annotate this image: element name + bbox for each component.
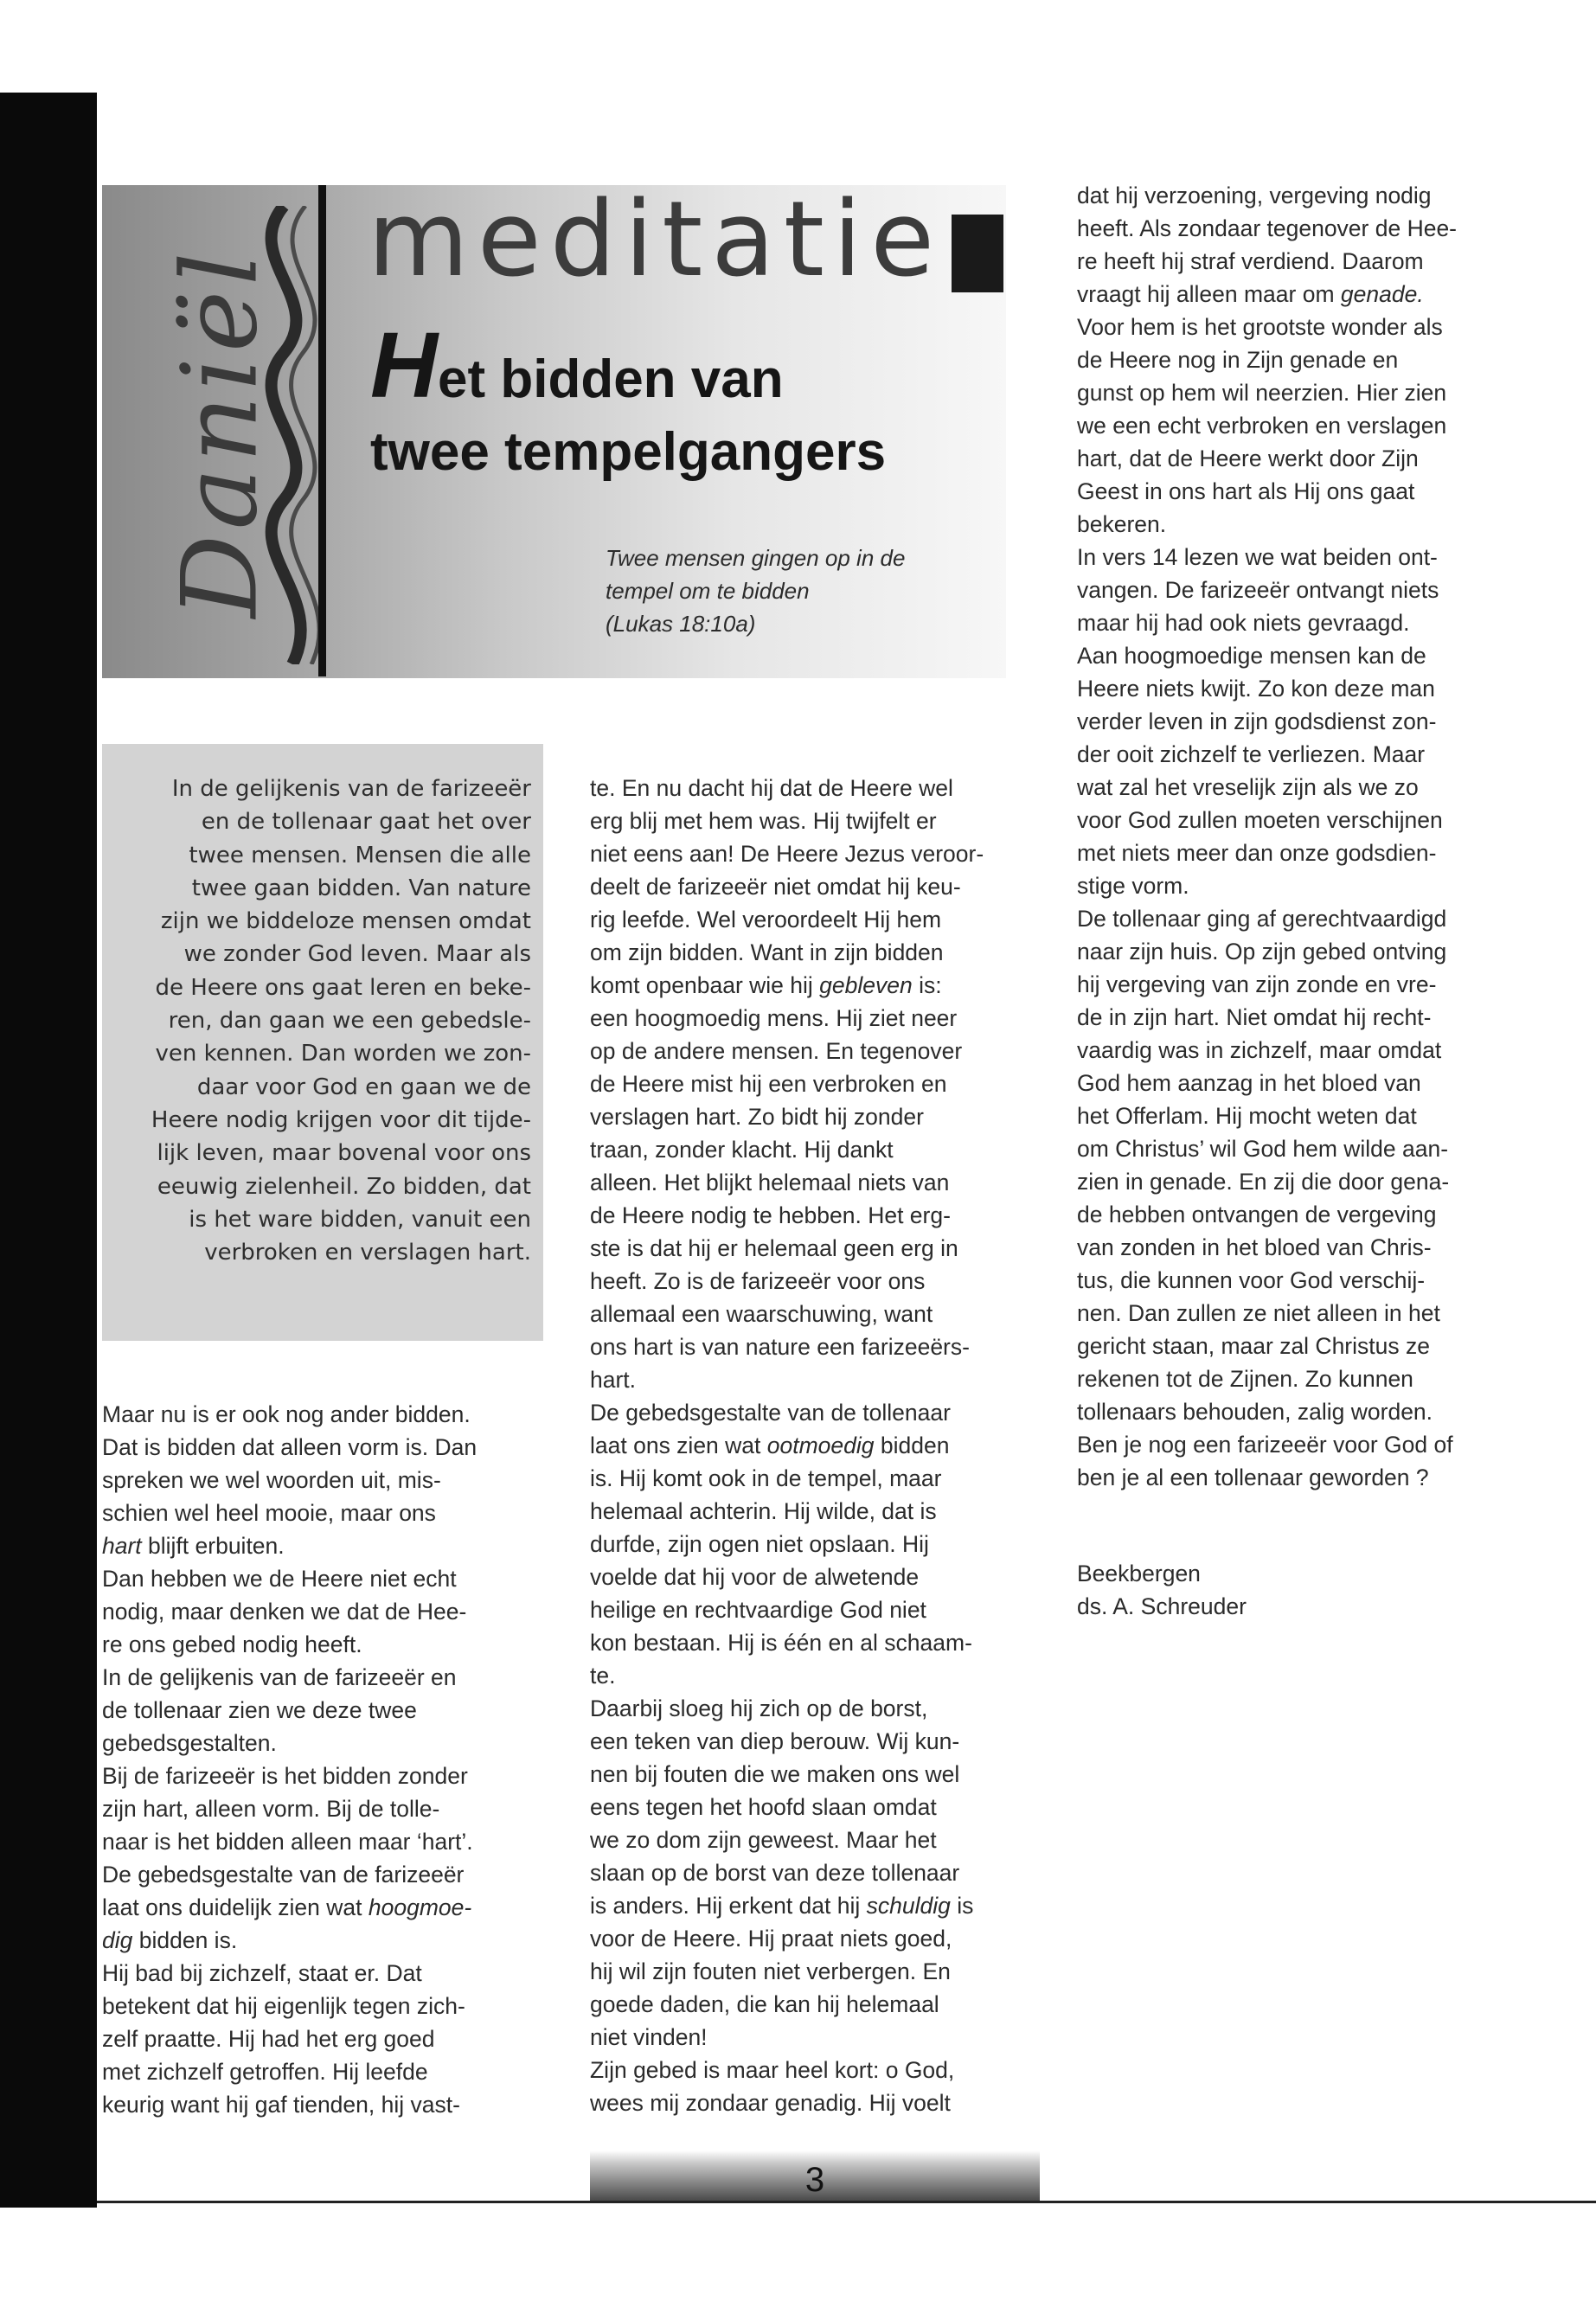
body-line: we zo dom zijn geweest. Maar het [590,1827,937,1853]
body-line: Dat is bidden dat alleen vorm is. Dan [102,1434,478,1460]
body-line: verder leven in zijn godsdienst zon- [1077,708,1437,734]
body-text: komt openbaar wie hij [590,972,820,998]
body-line: gebedsgestalten. [102,1730,277,1756]
body-line: hij vergeving van zijn zonde en vre- [1077,971,1437,997]
body-line: goede daden, die kan hij helemaal [590,1991,939,2017]
quote-reference: (Lukas 18:10a) [606,611,756,637]
body-line: re heeft hij straf verdiend. Daarom [1077,248,1424,274]
body-line: zelf praatte. Hij had het erg goed [102,2026,435,2052]
body-line: heilige en rechtvaardige God niet [590,1597,926,1623]
body-line: we een echt verbroken en verslagen [1077,413,1447,439]
body-text: laat ons zien wat [590,1433,767,1458]
vertical-name: Daniël [160,247,281,619]
intro-line: is het ware bidden, vanuit een [189,1206,531,1233]
emphasis: genade. [1340,281,1424,307]
body-column-2 [590,772,1040,2119]
body-line: stige vorm. [1077,873,1189,899]
intro-line: daar voor God en gaan we de [196,1074,531,1100]
intro-line: en de tollenaar gaat het over [201,809,531,836]
page-number: 3 [804,2161,825,2199]
body-text: vraagt hij alleen maar om [1077,281,1341,307]
body-line: tus, die kunnen voor God verschij- [1077,1267,1426,1293]
body-line: Heere niets kwijt. Zo kon deze man [1077,676,1435,702]
intro-line: twee mensen. Mensen die alle [189,842,531,868]
body-text: is [950,1893,974,1919]
quote-line: Twee mensen gingen op in de [606,545,906,571]
body-line: De gebedsgestalte van de tollenaar [590,1400,951,1426]
body-line [590,1429,1040,1462]
body-line: gericht staan, maar zal Christus ze [1077,1333,1430,1359]
intro-line: lijk leven, maar bovenal voor ons [157,1140,531,1167]
body-line: te. En nu dacht hij dat de Heere wel [590,775,953,801]
body-line: heeft. Als zondaar tegenover de Hee- [1077,215,1458,241]
body-line: wees mij zondaar genadig. Hij voelt [590,2090,951,2116]
body-line: Bij de farizeeër is het bidden zonder [102,1763,468,1789]
body-line: traan, zonder klacht. Hij dankt [590,1137,894,1163]
body-line [102,1924,552,1957]
body-line: naar is het bidden alleen maar ‘hart’. [102,1829,473,1855]
body-line [590,1889,1040,1922]
body-line: Maar nu is er ook nog ander bidden. [102,1401,471,1427]
footer-rule [97,2201,1596,2203]
body-line: Dan hebben we de Heere niet echt [102,1566,457,1592]
emphasis: schuldig [866,1893,951,1919]
body-line: niet eens aan! De Heere Jezus veroor- [590,841,984,867]
body-text: laat ons duidelijk zien wat [102,1894,369,1920]
body-line: de in zijn hart. Niet omdat hij recht- [1077,1004,1432,1030]
body-line: Voor hem is het grootste wonder als [1077,314,1443,340]
intro-line: zijn we biddeloze mensen omdat [160,908,531,935]
body-line: voor God zullen moeten verschijnen [1077,807,1443,833]
intro-line: we zonder God leven. Maar als [183,941,531,968]
body-line: erg blij met hem was. Hij twijfelt er [590,808,937,834]
body-line: te. [590,1663,616,1689]
body-column-3 [1077,179,1527,1494]
intro-quote [606,542,969,640]
intro-line: Heere nodig krijgen voor dit tijde- [151,1106,531,1133]
intro-line: verbroken en verslagen hart. [204,1240,531,1266]
body-text: is: [912,972,942,998]
section-block [952,215,1003,292]
body-line: dat hij verzoening, vergeving nodig [1077,183,1432,208]
body-line: keurig want hij gaf tienden, hij vast- [102,2092,460,2118]
body-line: De gebedsgestalte van de farizeeër [102,1862,465,1888]
page-number-box [590,2150,1040,2201]
body-text: is anders. Hij erkent dat hij [590,1893,867,1919]
body-line: een hoogmoedig mens. Hij ziet neer [590,1005,958,1031]
body-line: hart. [590,1367,637,1393]
body-line: ste is dat hij er helemaal geen erg in [590,1235,958,1261]
intro-line: eeuwig zielenheil. Zo bidden, dat [157,1173,531,1200]
body-line: Aan hoogmoedige mensen kan de [1077,643,1426,669]
body-line: de tollenaar zien we deze twee [102,1697,417,1723]
body-line: nodig, maar denken we dat de Hee- [102,1599,467,1625]
intro-paragraph [128,772,531,1269]
body-line: wat zal het vreselijk zijn als we zo [1077,774,1419,800]
body-line: Ben je nog een farizeeër voor God of [1077,1432,1453,1458]
body-line: allemaal een waarschuwing, want [590,1301,933,1327]
body-line: spreken we wel woorden uit, mis- [102,1467,441,1493]
body-line: der ooit zichzelf te verliezen. Maar [1077,741,1426,767]
body-line: de Heere nog in Zijn genade en [1077,347,1399,373]
body-line: van zonden in het bloed van Chris- [1077,1234,1432,1260]
body-line: om zijn bidden. Want in zijn bidden [590,939,944,965]
body-line: een teken van diep berouw. Wij kun- [590,1728,960,1754]
emphasis: ootmoedig [766,1433,875,1458]
body-line: niet vinden! [590,2024,708,2050]
intro-line: ven kennen. Dan worden we zon- [155,1041,531,1067]
intro-line: de Heere ons gaat leren en beke- [155,974,531,1001]
body-line: vangen. De farizeeër ontvangt niets [1077,577,1439,603]
body-line: zien in genade. En zij die door gena- [1077,1169,1450,1195]
emphasis: hoogmoe- [368,1894,472,1920]
title-line2: twee tempelgangers [370,422,887,482]
signature-place: Beekbergen [1077,1561,1201,1586]
body-line: naar zijn huis. Op zijn gebed ontving [1077,939,1447,965]
quote-line: tempel om te bidden [606,578,810,604]
body-line: Geest in ons hart als Hij ons gaat [1077,478,1415,504]
article-title [370,312,887,489]
body-line: gunst op hem wil neerzien. Hier zien [1077,380,1447,406]
intro-line: In de gelijkenis van de farizeeër [171,776,531,802]
body-line: is. Hij komt ook in de tempel, maar [590,1465,942,1491]
body-line: re ons gebed nodig heeft. [102,1631,362,1657]
body-line: schien wel heel mooie, maar ons [102,1500,436,1526]
body-line: alleen. Het blijkt helemaal niets van [590,1170,950,1195]
body-line: zijn hart, alleen vorm. Bij de tolle- [102,1796,440,1822]
signature [1077,1557,1247,1623]
body-line: ben je al een tollenaar geworden ? [1077,1465,1429,1490]
body-line: eens tegen het hoofd slaan omdat [590,1794,937,1820]
body-line [1077,278,1527,311]
body-line: helemaal achterin. Hij wilde, dat is [590,1498,937,1524]
body-line: Daarbij sloeg hij zich op de borst, [590,1695,928,1721]
body-line: de hebben ontvangen de vergeving [1077,1202,1437,1227]
body-line: om Christus’ wil God hem wilde aan- [1077,1136,1449,1162]
left-scan-edge [0,93,97,2208]
body-line: God hem aanzag in het bloed van [1077,1070,1421,1096]
body-line: durfde, zijn ogen niet opslaan. Hij [590,1531,929,1557]
emphasis: hart [102,1533,142,1559]
body-line: met zichzelf getroffen. Hij leefde [102,2059,428,2085]
signature-author: ds. A. Schreuder [1077,1593,1247,1619]
body-line [102,1529,552,1562]
body-line [102,1891,552,1924]
title-drop-letter: H [370,312,438,417]
body-line: slaan op de borst van deze tollenaar [590,1860,960,1886]
body-line: de Heere mist hij een verbroken en [590,1071,947,1097]
body-line: Hij bad bij zichzelf, staat er. Dat [102,1960,422,1986]
body-line: verslagen hart. Zo bidt hij zonder [590,1104,924,1130]
body-line: hart, dat de Heere werkt door Zijn [1077,445,1419,471]
body-line: voor de Heere. Hij praat niets goed, [590,1926,952,1952]
section-label: meditatie [368,180,944,300]
body-line: op de andere mensen. En tegenover [590,1038,963,1064]
body-line: tollenaars behouden, zalig worden. [1077,1399,1433,1425]
body-line: ons hart is van nature een farizeeërs- [590,1334,970,1360]
body-line: hij wil zijn fouten niet verbergen. En [590,1958,951,1984]
body-line: In vers 14 lezen we wat beiden ont- [1077,544,1438,570]
title-line1: et bidden van [438,349,784,409]
body-line: betekent dat hij eigenlijk tegen zich- [102,1993,465,2019]
body-line: rekenen tot de Zijnen. Zo kunnen [1077,1366,1413,1392]
body-text: bidden is. [132,1927,238,1953]
body-line [590,969,1040,1002]
body-line: Zijn gebed is maar heel kort: o God, [590,2057,955,2083]
emphasis: dig [102,1927,133,1953]
body-column-1 [102,1398,552,2121]
intro-line: ren, dan gaan we een gebedsle- [168,1008,531,1035]
body-line: kon bestaan. Hij is één en al schaam- [590,1630,972,1656]
body-line: heeft. Zo is de farizeeër voor ons [590,1268,926,1294]
body-line: De tollenaar ging af gerechtvaardigd [1077,906,1447,932]
intro-line: twee gaan bidden. Van nature [191,875,531,901]
body-line: deelt de farizeeër niet omdat hij keu- [590,874,961,900]
body-line: bekeren. [1077,511,1167,537]
body-line: nen bij fouten die we maken ons wel [590,1761,960,1787]
body-line: In de gelijkenis van de farizeeër en [102,1664,457,1690]
emphasis: gebleven [819,972,913,998]
body-line: vaardig was in zichzelf, maar omdat [1077,1037,1442,1063]
body-line: nen. Dan zullen ze niet alleen in het [1077,1300,1440,1326]
body-line: met niets meer dan onze godsdien- [1077,840,1437,866]
body-line: voelde dat hij voor de alwetende [590,1564,920,1590]
body-line: maar hij had ook niets gevraagd. [1077,610,1410,636]
body-line: rig leefde. Wel veroordeelt Hij hem [590,907,942,933]
body-text: blijft erbuiten. [141,1533,285,1559]
body-line: de Heere nodig te hebben. Het erg- [590,1202,951,1228]
body-line: het Offerlam. Hij mocht weten dat [1077,1103,1417,1129]
body-text: bidden [874,1433,950,1458]
header-divider [318,185,326,676]
